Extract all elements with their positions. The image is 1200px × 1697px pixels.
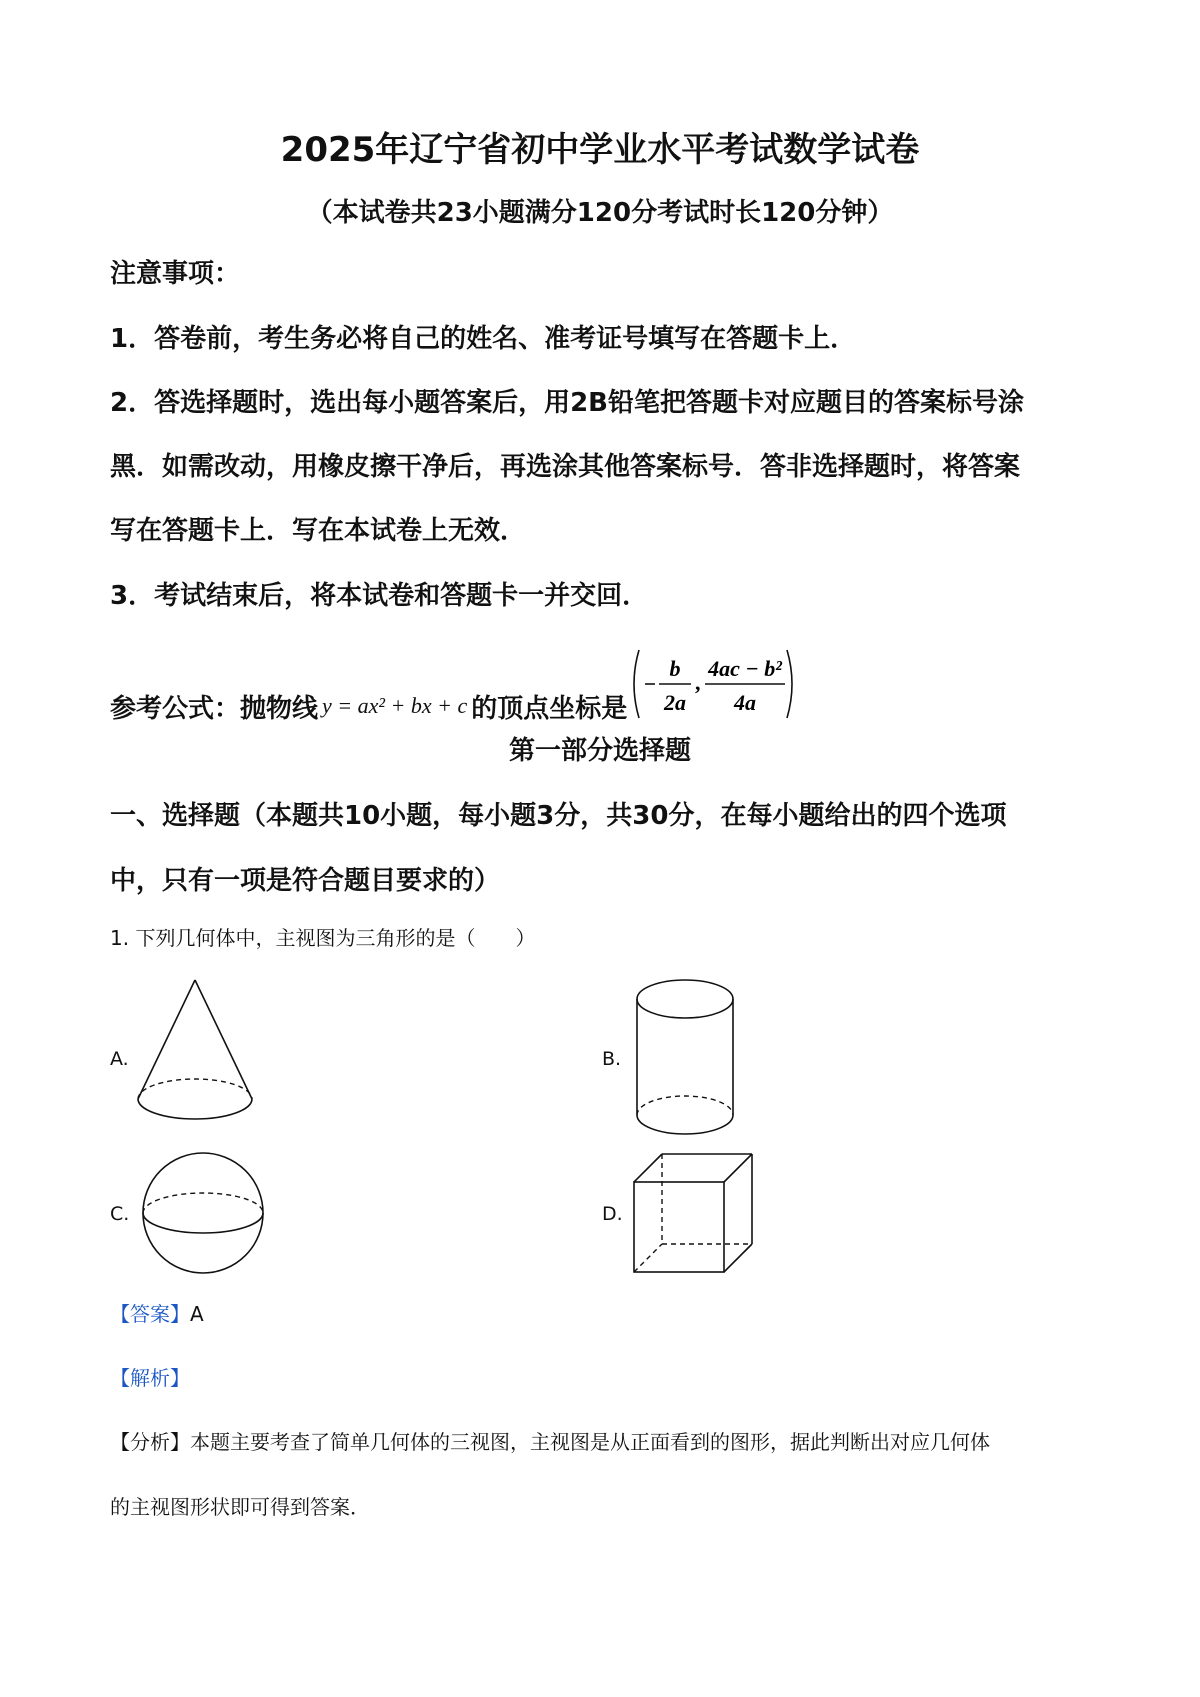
note-item-2-line-2: 黑．如需改动，用橡皮擦干净后，再选涂其他答案标号．答非选择题时，将答案 [110,452,1021,482]
note-item-3: 3．考试结束后，将本试卷和答题卡一并交回． [110,581,649,611]
note-item-1: 1．答卷前，考生务必将自己的姓名、准考证号填写在答题卡上． [110,324,857,354]
analysis-line-2: 的主视图形状即可得到答案． [110,1495,370,1519]
parabola-equation: y = ax² + bx + c [322,693,468,718]
part-one-title: 第一部分选择题 [508,736,691,766]
vertex-y-denominator: 4a [734,690,757,715]
note-item-2-line-3: 写在答题卡上．写在本试卷上无效． [110,516,527,546]
option-a-label: A. [110,1048,129,1070]
answer-tag: 【答案】 [110,1302,190,1326]
page-subtitle: （本试卷共23小题满分120分考试时长120分钟） [306,198,894,228]
vertex-y-numerator: 4ac − b² [708,656,783,681]
vertex-x-denominator: 2a [664,690,687,715]
question-1-text: 1. 下列几何体中，主视图为三角形的是（ ） [110,926,536,950]
vertex-formula [627,646,797,722]
notes-heading: 注意事项： [110,259,241,289]
analysis-tag: 【解析】 [110,1366,190,1390]
option-d-label: D. [602,1203,623,1225]
section-1-heading-line-1: 一、选择题（本题共10小题，每小题3分，共30分，在每小题给出的四个选项 [110,801,1007,831]
cone-icon [130,975,260,1130]
section-1-heading-line-2: 中，只有一项是符合题目要求的） [110,866,501,896]
formula-middle: 的顶点坐标是 [471,693,628,724]
formula-prefix: 参考公式：抛物线 [110,693,319,724]
cube-icon [630,1150,760,1280]
answer-line [110,1298,204,1327]
page-title: 2025年辽宁省初中学业水平考试数学试卷 [280,130,920,170]
note-item-2-line-1: 2．答选择题时，选出每小题答案后，用2B铅笔把答题卡对应题目的答案标号涂 [110,388,1024,418]
analysis-line-1: 【分析】本题主要考查了简单几何体的三视图，主视图是从正面看到的图形，据此判断出对应几何体 [110,1430,990,1454]
option-b-label: B. [602,1048,622,1070]
cylinder-icon [630,975,740,1145]
vertex-x-numerator: b [669,656,681,681]
svg-text:,: , [695,670,701,695]
answer-value: A [190,1302,204,1326]
sphere-icon [138,1148,268,1278]
option-c-label: C. [110,1203,130,1225]
